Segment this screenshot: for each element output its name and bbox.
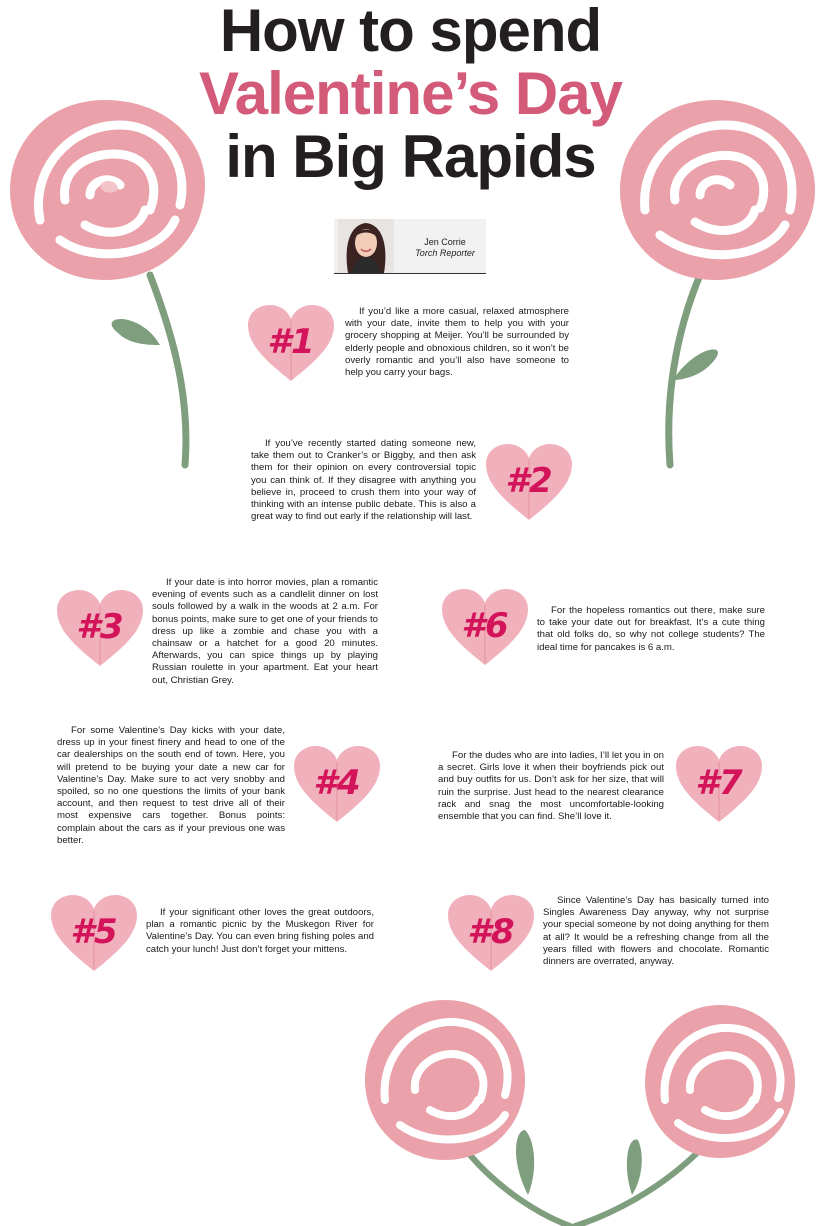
- tip-6-text: For the hopeless romantics out there, make sure to take your date out for breakfast. It’s a cute thing that old folks do, so why not college students? The ideal time for pancakes is 6 a.m.: [537, 605, 765, 653]
- rose-bottom-pair: [360, 990, 800, 1226]
- heart-number-4: #4: [313, 763, 361, 803]
- tip-7-text: For the dudes who are into ladies, I’ll let you in on a secret. Girls love it when their boyfriends pick out and buy outfits for us. Don’t ask for her size, that will ruin the surprise. Just head to the nearest clearance rack and snag the most uncomfortable-looking ensemble that you can find. She’ll love it.: [438, 750, 664, 823]
- heart-badge-6: [440, 587, 530, 667]
- heart-number-5: #5: [70, 912, 118, 952]
- headline-line-2: Valentine’s Day: [199, 60, 622, 127]
- heart-number-1: #1: [267, 322, 315, 362]
- headline-line-3: in Big Rapids: [225, 123, 596, 190]
- reporter-role: Torch Reporter: [415, 248, 475, 258]
- byline: [334, 219, 486, 274]
- heart-badge-3: [55, 588, 145, 668]
- heart-badge-5: [49, 893, 139, 973]
- heart-badge-2: [484, 442, 574, 522]
- heart-badge-1: [246, 303, 336, 383]
- tip-2-text: If you’ve recently started dating someone new, take them out to Cranker’s or Biggby, and then ask them for their opinion on every controversial topic you can think of. If they disagree with anything you believe in, proceed to crush them into your way of thinking with an intense public debate. This is also a great way to find out early if the relationship will last.: [251, 438, 476, 523]
- heart-number-7: #7: [695, 763, 743, 803]
- tip-4-text: For some Valentine’s Day kicks with your date, dress up in your finest finery and head to one of the car dealerships on the south end of town. Here, you will pretend to be buying your date a new car for Valentine’s Day. Make sure to act very snobby and spoiled, so no one questions the limits of your bank account, and then request to test drive all of their most expensive cars together. Bonus points: complain about the cars as if your previous one was better.: [57, 725, 285, 846]
- heart-badge-7: [674, 744, 764, 824]
- reporter-photo: [338, 219, 394, 273]
- tip-8-text: Since Valentine’s Day has basically turned into Singles Awareness Day anyway, why not surprise your special someone by not doing anything for them at all? It would be a refreshing change from all the years filled with flowers and chocolate. Romantic dinners are overrated, anyway.: [543, 895, 769, 968]
- tip-5-text: If your significant other loves the great outdoors, plan a romantic picnic by the Muskegon River for Valentine’s Day. You can even bring fishing poles and catch your lunch! Just don’t forget your mittens.: [146, 907, 374, 955]
- heart-number-2: #2: [505, 461, 553, 501]
- reporter-name: Jen Corrie: [424, 237, 466, 247]
- tip-3-text: If your date is into horror movies, plan a romantic evening of events such as a candlelit dinner on lost souls followed by a walk in the woods at 2 a.m. For bonus points, make sure to get one of your friends to dress up like a zombie and chase you with a chainsaw or a hatchet for a good 20 minutes. Afterwards, you can spice things up by playing Russian roulette in your apartment. Eat your heart out, Christian Grey.: [152, 577, 378, 686]
- heart-number-3: #3: [76, 607, 124, 647]
- heart-badge-4: [292, 744, 382, 824]
- heart-badge-8: [446, 893, 536, 973]
- headline-line-1: How to spend: [219, 0, 602, 64]
- heart-number-6: #6: [461, 606, 509, 646]
- heart-number-8: #8: [467, 912, 515, 952]
- tip-1-text: If you’d like a more casual, relaxed atmosphere with your date, invite them to help you with your grocery shopping at Meijer. You’ll be surrounded by elderly people and obnoxious children, so it won’t be overly romantic and you’ll also have someone to help you carry your bags.: [345, 306, 569, 379]
